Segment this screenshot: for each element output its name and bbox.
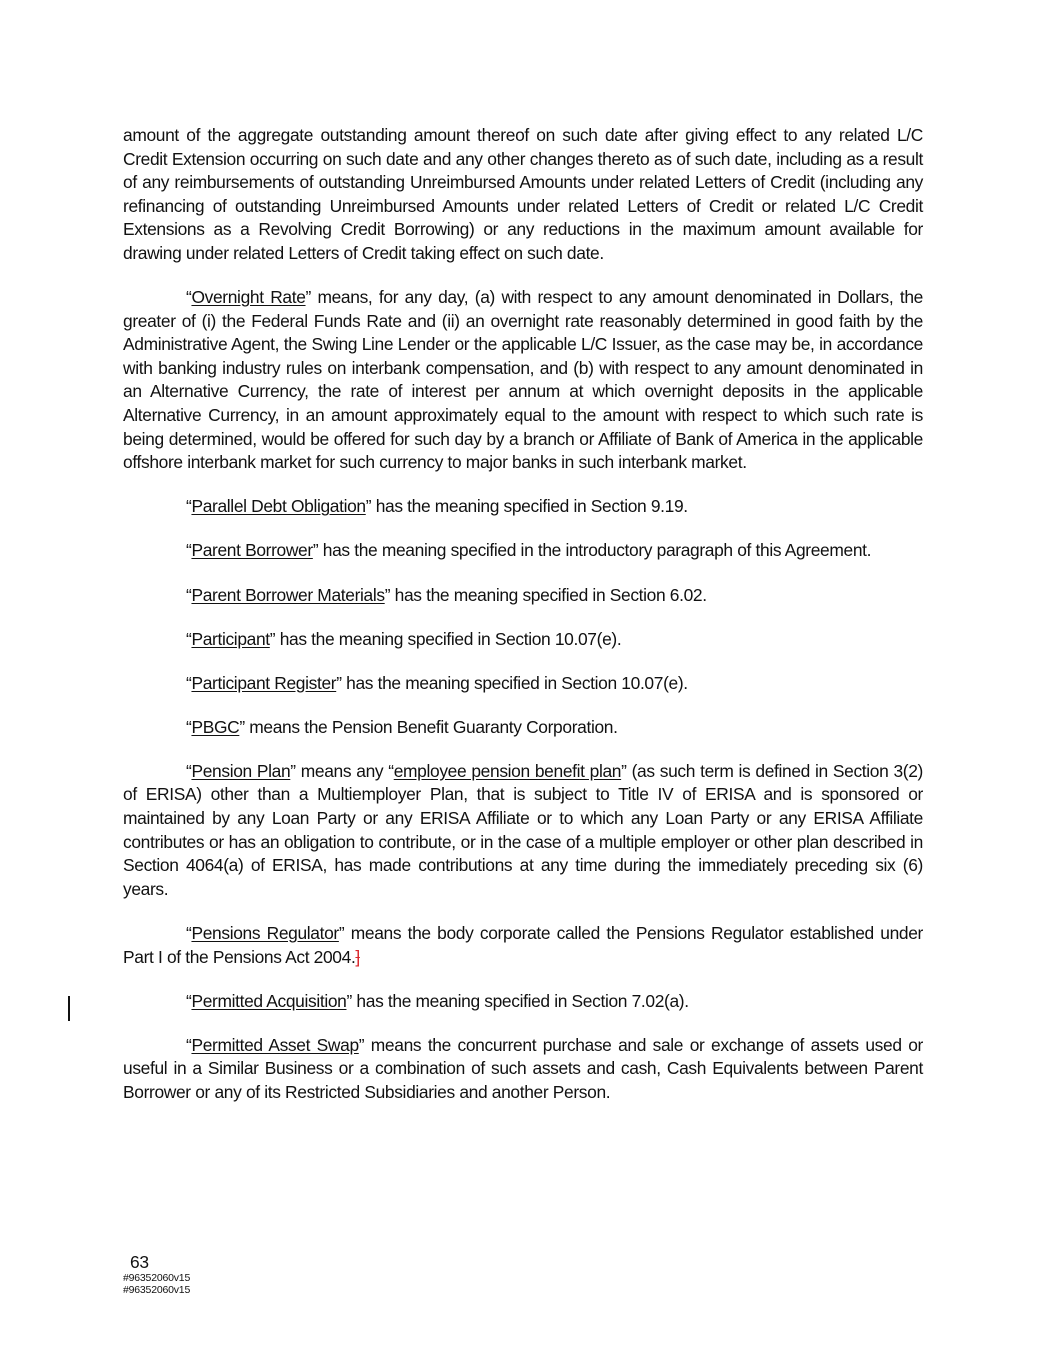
definition-pbgc (123, 716, 923, 740)
close-quote: ” (358, 1034, 365, 1055)
revision-deletion-mark: ] (355, 946, 360, 967)
defined-term: Pension Plan (191, 760, 291, 781)
revision-change-bar (68, 996, 70, 1021)
defined-term: Overnight Rate (191, 287, 306, 308)
definition-text: has the meaning specified in Section 6.02. (390, 584, 707, 605)
definition-overnight-rate (123, 286, 923, 475)
defined-term: Parent Borrower (191, 540, 313, 561)
page-footer (123, 1252, 190, 1296)
intro-paragraph: amount of the aggregate outstanding amount thereof on such date after giving effect to any related L/C Credit Extension occurring on such date and any other changes thereto as of such date, including as a result of any reimbursements of outstanding Unreimbursed Amounts under related Letters of Credit (including any refinancing of outstanding Unreimbursed Amounts under related Letters of Credit or related L/C Credit Extensions as a Revolving Credit Borrowing) or any reductions in the maximum amount available for drawing under related Letters of Credit taking effect on such date. (123, 125, 923, 263)
page-number: 63 (130, 1252, 149, 1272)
open-quote: “ (186, 672, 192, 693)
defined-term: Parallel Debt Obligation (191, 496, 366, 517)
close-quote: ” (312, 540, 319, 561)
open-quote: “ (186, 496, 192, 517)
definition-text: has the meaning specified in Section 7.02(a). (351, 990, 689, 1011)
close-quote: ” (346, 990, 352, 1011)
definition-text: has the meaning specified in Section 10.07(e). (275, 628, 622, 649)
close-quote: ” (269, 628, 276, 649)
definition-text: means the body corporate called the Pensions Regulator established under Part I of the Pensions Act 2004. (123, 922, 923, 967)
close-quote: ” (336, 672, 342, 693)
defined-term: Pensions Regulator (191, 922, 339, 943)
open-quote: “ (186, 584, 192, 605)
definition-parent-borrower (123, 539, 923, 563)
definition-text: has the meaning specified in Section 9.19. (371, 496, 688, 517)
close-quote: ” (239, 716, 245, 737)
defined-term: Participant (191, 628, 270, 649)
open-quote: “ (186, 716, 192, 737)
close-quote: ” (305, 287, 311, 308)
definition-pensions-regulator (123, 922, 923, 969)
defined-term: Parent Borrower Materials (191, 584, 385, 605)
open-quote: “ (186, 760, 192, 781)
close-quote: ” (384, 584, 391, 605)
document-id: #96352060v15 (123, 1284, 191, 1296)
definition-text: ” (as such term is defined in Section 3(2) of ERISA) other than a Multiemployer Plan, that is subject to Title IV of ERISA and is sponsored or maintained by any Loan Party or any ERISA Affiliate or to which any Loan Party or any ERISA Affiliate contributes or has an obligation to contribute, or in the case of a multiple employer or other plan described in Section 4064(a) of ERISA, has made contributions at any time during the immediately preceding six (6) years. (123, 760, 923, 899)
open-quote: “ (186, 540, 192, 561)
definition-text: means the Pension Benefit Guaranty Corporation. (244, 716, 618, 737)
definition-parallel-debt-obligation (123, 495, 923, 519)
definition-permitted-acquisition (123, 990, 923, 1014)
close-quote: ” (338, 922, 345, 943)
definition-text: has the meaning specified in the introductory paragraph of this Agreement. (318, 540, 872, 561)
definition-text: means, for any day, (a) with respect to any amount denominated in Dollars, the greater of (i) the Federal Funds Rate and (ii) an overnight rate reasonably determined in good faith by the Administrative Agent, the Swing Line Lender or the applicable L/C Issuer, as the case may be, in accordance with banking industry rules on interbank compensation, and (b) with respect to any amount denominated in an Alternative Currency, the rate of interest per annum at which overnight deposits in the applicable Alternative Currency, in an amount approximately equal to the amount with respect to which such rate is being determined, would be offered for such day by a branch or Affiliate of Bank of America in the applicable offshore interbank market for such currency to major banks in such interbank market. (123, 287, 923, 473)
open-quote: “ (186, 922, 192, 943)
defined-term: Participant Register (191, 672, 337, 693)
definition-text: means the concurrent purchase and sale or exchange of assets used or useful in a Similar Business or a combination of such assets and cash, Cash Equivalents between Parent Borrower or any of its Restricted Subsidiaries and another Person. (123, 1034, 923, 1102)
definition-participant-register (123, 672, 923, 696)
defined-term: Permitted Asset Swap (191, 1034, 359, 1055)
inner-defined-term: employee pension benefit plan (393, 760, 622, 781)
definition-permitted-asset-swap (123, 1034, 923, 1105)
defined-term: PBGC (191, 716, 240, 737)
page-body (123, 124, 923, 1125)
definition-text: has the meaning specified in Section 10.07(e). (341, 672, 688, 693)
close-quote: ” (290, 760, 296, 781)
close-quote: ” (365, 496, 372, 517)
open-quote: “ (186, 628, 192, 649)
open-quote: “ (186, 990, 192, 1011)
definition-text-lead: means any “ (295, 760, 394, 781)
open-quote: “ (186, 287, 192, 308)
definition-pension-plan (123, 760, 923, 902)
document-id: #96352060v15 (123, 1272, 191, 1284)
defined-term: Permitted Acquisition (191, 990, 347, 1011)
open-quote: “ (186, 1034, 192, 1055)
definition-parent-borrower-materials (123, 584, 923, 608)
definition-participant (123, 628, 923, 652)
